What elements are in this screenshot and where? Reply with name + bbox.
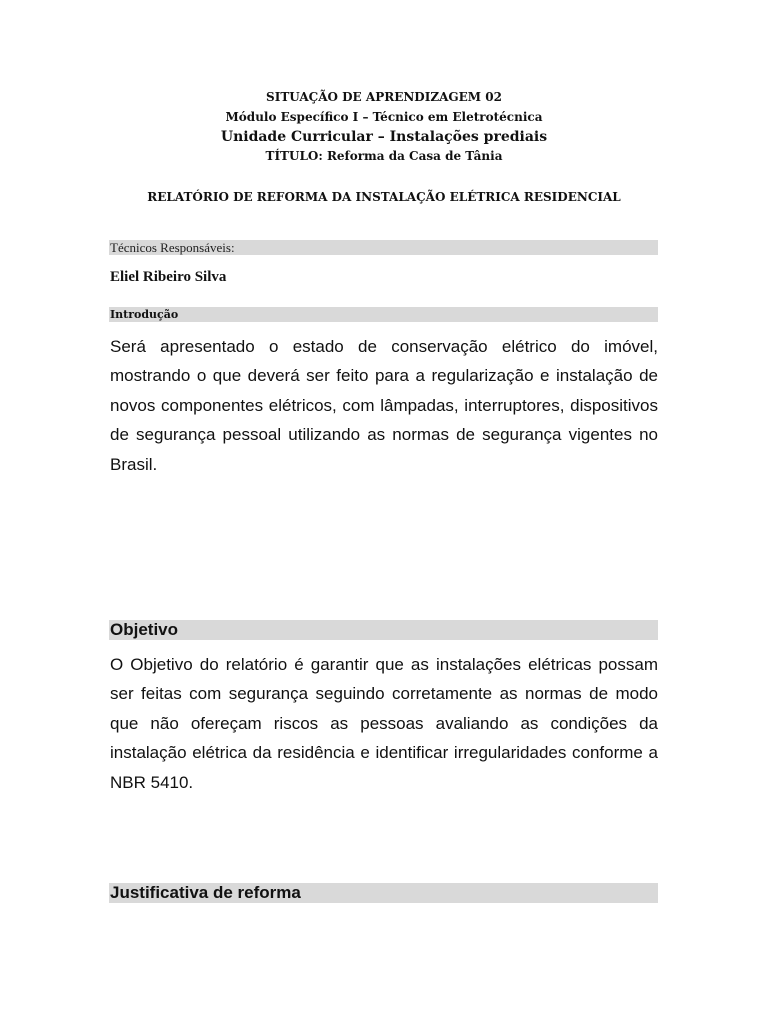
tecnicos-label: Técnicos Responsáveis: [109, 240, 658, 255]
objetivo-paragraph: O Objetivo do relatório é garantir que as instalações elétricas possam ser feitas com segurança seguindo corretamente as normas de modo que não ofereçam riscos as pessoas avaliando as condições da instalação elétrica da residência e identificar irregularidades conforme a NBR 5410. [110, 655, 658, 792]
header-modulo: Módulo Específico I – Técnico em Eletrotécnica [225, 110, 543, 124]
section-heading-objetivo: Objetivo [109, 620, 658, 640]
section-heading-justificativa: Justificativa de reforma [109, 883, 658, 903]
header-situacao: SITUAÇÃO DE APRENDIZAGEM 02 [266, 90, 502, 104]
report-title: RELATÓRIO DE REFORMA DA INSTALAÇÃO ELÉTRICA RESIDENCIAL [147, 190, 621, 204]
introducao-paragraph: Será apresentado o estado de conservação elétrico do imóvel, mostrando o que deverá ser feito para a regularização e instalação de novos componentes elétricos, com lâmpadas, interruptores, dispositivos de segurança pessoal utilizando as normas de segurança vigentes no Brasil. [110, 337, 658, 474]
header-unidade-curricular: Unidade Curricular – Instalações prediais [220, 129, 548, 145]
tecnico-responsavel-name: Eliel Ribeiro Silva [110, 269, 227, 285]
section-heading-introducao: Introdução [109, 307, 658, 322]
header-titulo: TÍTULO: Reforma da Casa de Tânia [265, 149, 503, 163]
